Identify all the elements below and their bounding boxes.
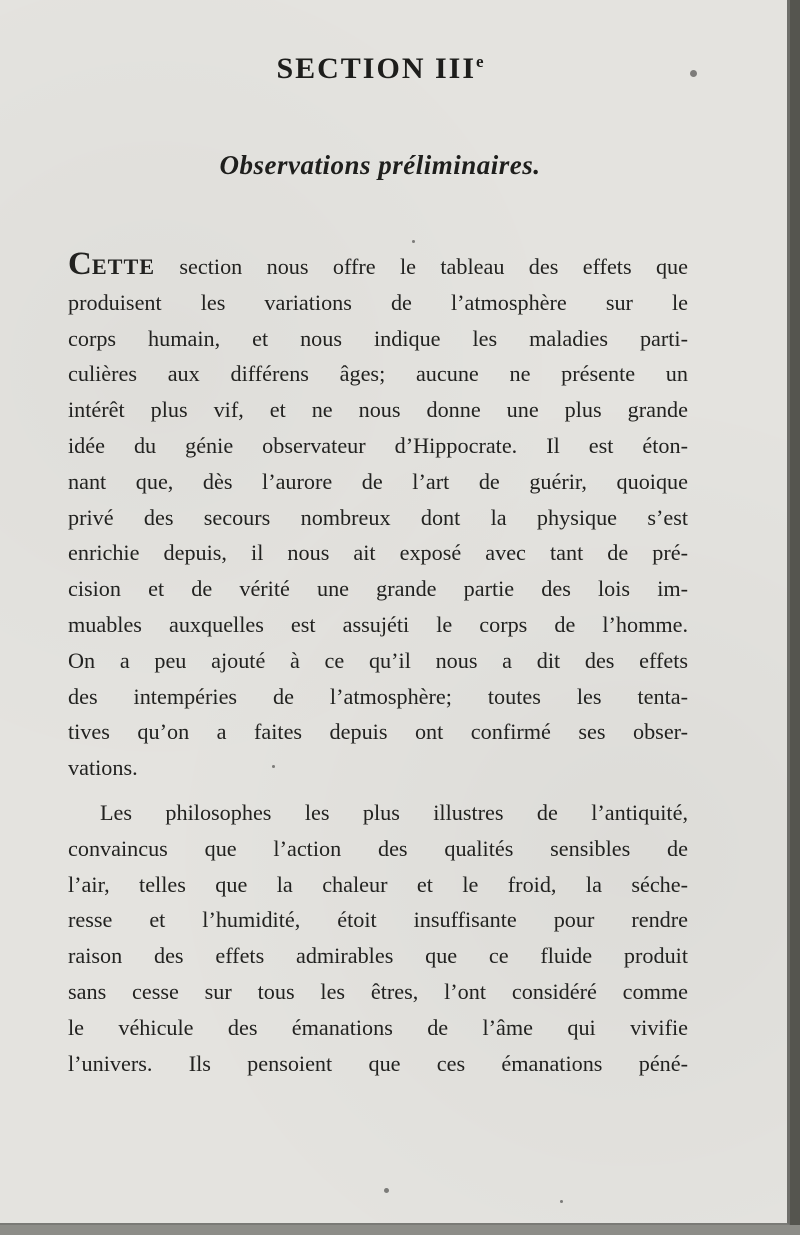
- paragraph-1-line: [68, 248, 688, 285]
- page-edge-bottom: [0, 1225, 800, 1235]
- paragraph-2-line: sans cesse sur tous les êtres, l’ont considéré comme: [68, 978, 688, 1004]
- paragraph-2-line: l’univers. Ils pensoient que ces émanations péné-: [68, 1050, 688, 1076]
- paragraph-2: [68, 795, 688, 1081]
- small-caps-opening: ETTE: [91, 254, 156, 279]
- section-title: [0, 52, 760, 86]
- page-edge-right: [790, 0, 800, 1235]
- paragraph-1-line: vations.: [68, 755, 138, 781]
- paragraph-1-line: cision et de vérité une grande partie des lois im-: [68, 576, 688, 602]
- section-title-suffix: e: [476, 52, 484, 71]
- line-text: section nous offre le tableau des effets que: [155, 254, 688, 279]
- drop-cap: C: [68, 246, 92, 282]
- section-title-main: SECTION III: [276, 52, 477, 85]
- paragraph-2-line: le véhicule des émanations de l’âme qui vivifie: [68, 1014, 688, 1040]
- paragraph-1-line: intérêt plus vif, et ne nous donne une plus grande: [68, 397, 688, 423]
- paragraph-2-line: l’air, telles que la chaleur et le froid, la séche-: [68, 871, 688, 897]
- paragraph-2-line: Les philosophes les plus illustres de l’antiquité,: [100, 799, 688, 825]
- paragraph-1-line: des intempéries de l’atmosphère; toutes les tenta-: [68, 683, 688, 709]
- paragraph-1-line: tives qu’on a faites depuis ont confirmé ses obser-: [68, 719, 688, 745]
- paper-speck: [560, 1200, 563, 1203]
- paper-speck: [690, 70, 697, 77]
- paragraph-1-line: corps humain, et nous indique les maladies parti-: [68, 325, 688, 351]
- paper-speck: [272, 765, 275, 768]
- paragraph-1-line: produisent les variations de l’atmosphère sur le: [68, 289, 688, 315]
- paragraph-1-line: nant que, dès l’aurore de l’art de guérir, quoique: [68, 468, 688, 494]
- paper-speck: [384, 1188, 389, 1193]
- paragraph-1-line: On a peu ajouté à ce qu’il nous a dit des effets: [68, 647, 688, 673]
- paragraph-2-line: raison des effets admirables que ce fluide produit: [68, 943, 688, 969]
- paragraph-1-line: privé des secours nombreux dont la physique s’est: [68, 504, 688, 530]
- paragraph-2-line: convaincus que l’action des qualités sensibles de: [68, 835, 688, 861]
- paper-speck: [412, 240, 415, 243]
- paragraph-2-line: resse et l’humidité, étoit insuffisante pour rendre: [68, 907, 688, 933]
- paragraph-1: [68, 248, 688, 786]
- paragraph-1-line: idée du génie observateur d’Hippocrate. Il est éton-: [68, 432, 688, 458]
- body-text: [68, 248, 688, 1081]
- paragraph-1-line: culières aux différens âges; aucune ne présente un: [68, 361, 688, 387]
- paragraph-1-line: muables auxquelles est assujéti le corps de l’homme.: [68, 611, 688, 637]
- section-subtitle: Observations préliminaires.: [219, 150, 541, 180]
- paragraph-1-line: enrichie depuis, il nous ait exposé avec tant de pré-: [68, 540, 688, 566]
